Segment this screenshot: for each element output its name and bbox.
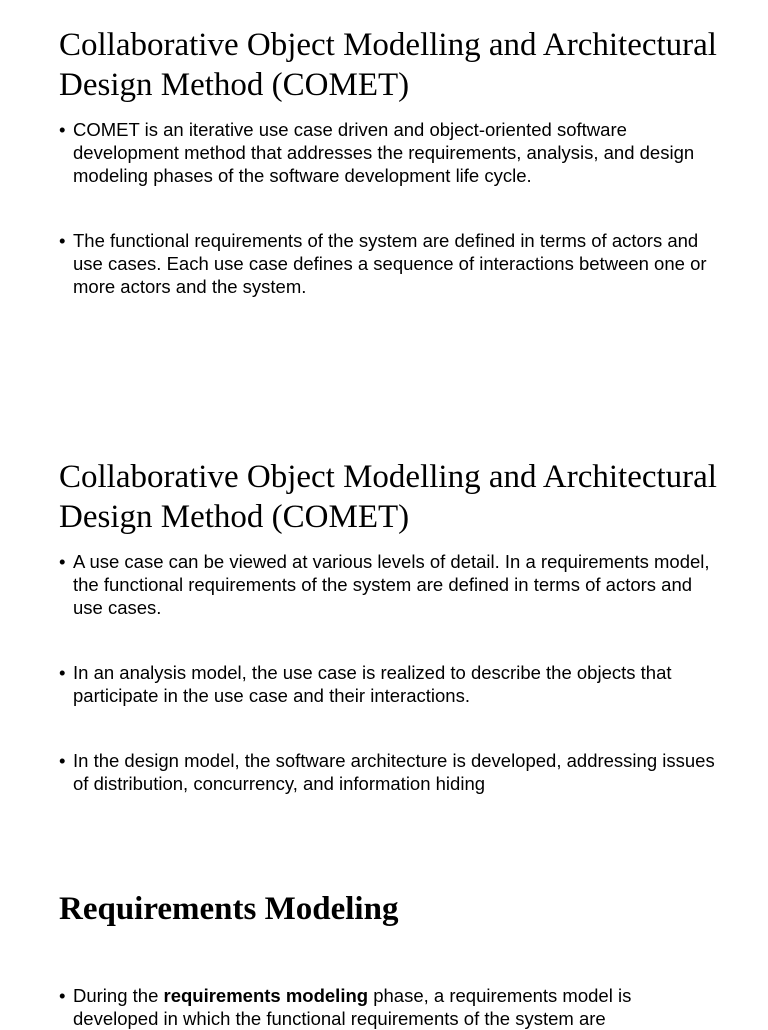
bullet-text: In the design model, the software architecture is developed, addressing issues of distribution, concurrency, and information hiding — [73, 750, 715, 794]
bullet-list — [59, 550, 719, 795]
list-item — [59, 749, 719, 795]
slide-3 — [0, 864, 768, 1029]
bullet-text-lead: During the — [73, 985, 164, 1006]
bullet-text-emphasis: requirements modeling — [163, 985, 369, 1006]
bullet-list — [59, 984, 719, 1030]
slide-1 — [0, 0, 768, 432]
bullet-text: A use case can be viewed at various levels of detail. In a requirements model, the functional requirements of the system are defined in terms of actors and use cases. — [73, 551, 710, 618]
list-item — [59, 550, 719, 619]
bullet-icon: • — [59, 119, 66, 140]
list-item — [59, 229, 719, 298]
list-item — [59, 118, 719, 187]
bullet-icon: • — [59, 662, 66, 683]
bullet-text: COMET is an iterative use case driven and object-oriented software development method that addresses the requirements, analysis, and design modeling phases of the software development life cycle. — [73, 119, 695, 186]
bullet-icon: • — [59, 750, 66, 771]
bullet-text — [73, 985, 631, 1029]
slide-title: Collaborative Object Modelling and Architectural Design Method (COMET) — [59, 27, 717, 103]
bullet-list — [59, 118, 719, 298]
bullet-icon: • — [59, 551, 66, 572]
list-item — [59, 661, 719, 707]
bullet-text: In an analysis model, the use case is realized to describe the objects that participate in the use case and their interactions. — [73, 662, 672, 706]
bullet-text: The functional requirements of the system are defined in terms of actors and use cases. Each use case defines a sequence of interactions between one or more actors and the system. — [73, 230, 707, 297]
bullet-icon: • — [59, 985, 66, 1006]
list-item — [59, 984, 719, 1030]
slide-title: Collaborative Object Modelling and Architectural Design Method (COMET) — [59, 459, 717, 535]
bullet-icon: • — [59, 230, 66, 251]
bullet-text-tail: phase, a requirements model is developed in which the functional requirements of the system are — [73, 985, 632, 1029]
slide-title: Requirements Modeling — [59, 891, 399, 927]
slide-2 — [0, 432, 768, 864]
